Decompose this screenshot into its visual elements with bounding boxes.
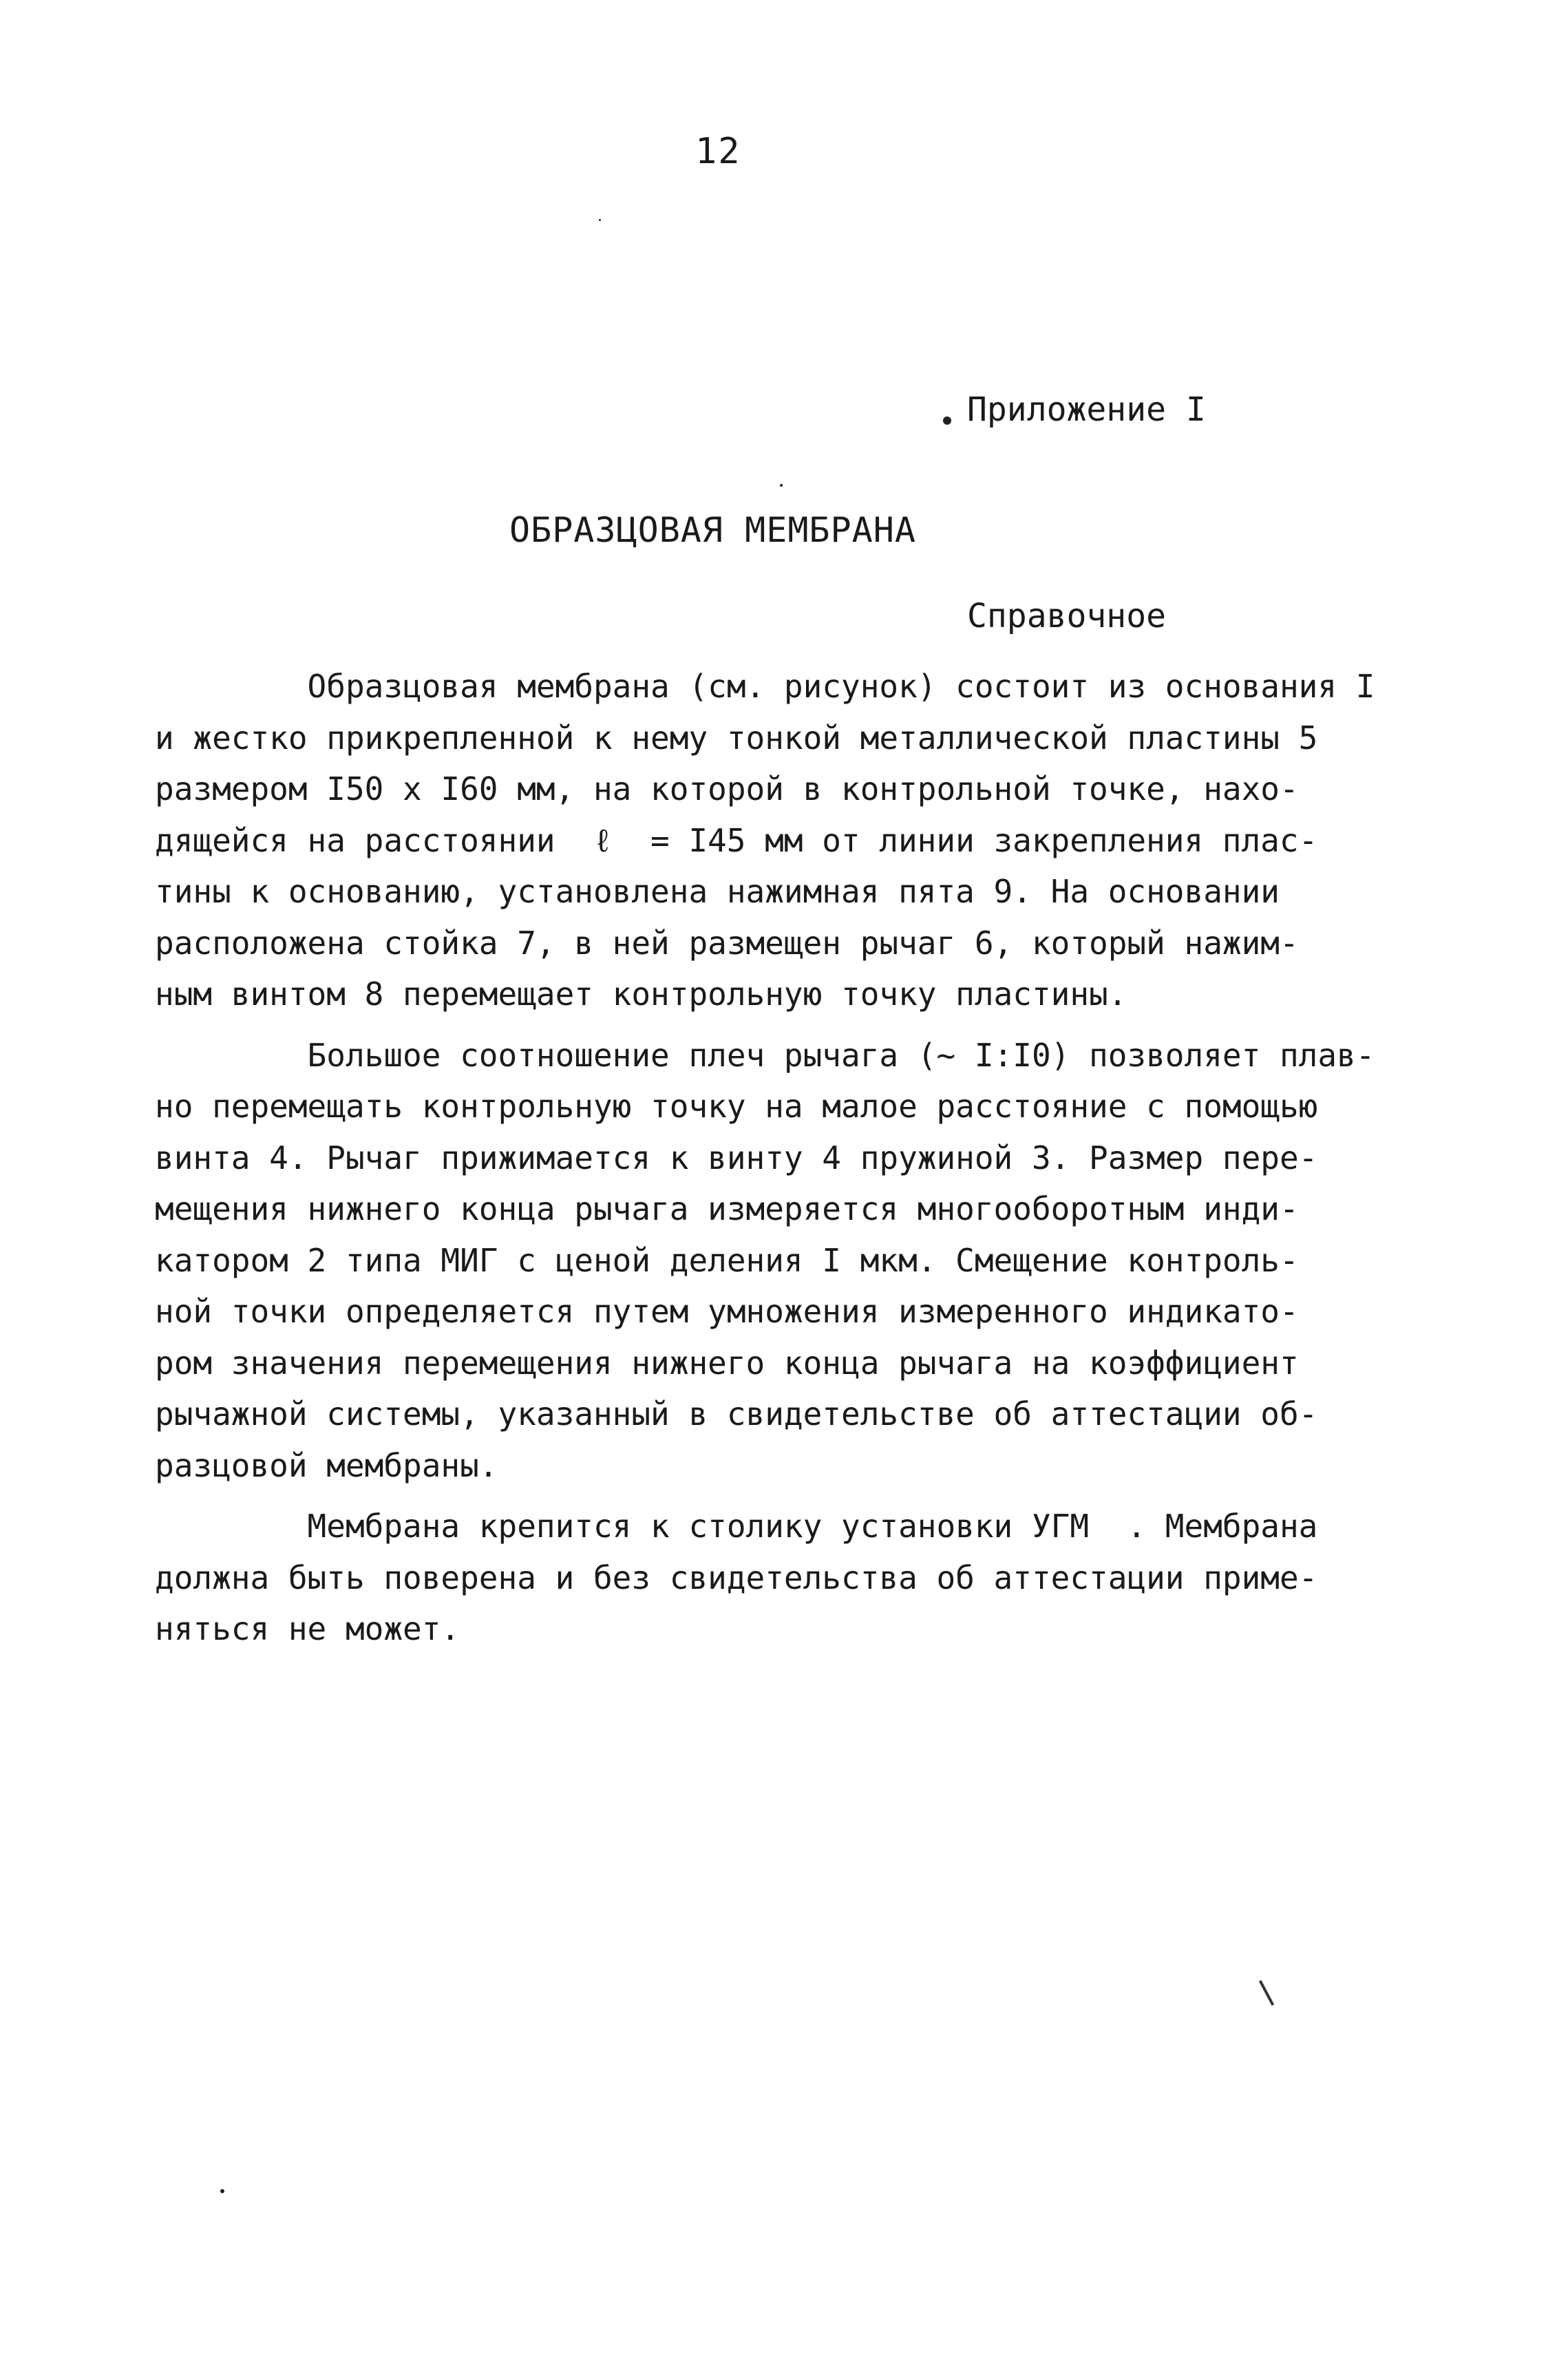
text-line: катором 2 типа МИГ с ценой деления I мкм. Смещение контроль-	[155, 1241, 1299, 1279]
text-line: рычажной системы, указанный в свидетельстве об аттестации об-	[155, 1395, 1318, 1433]
paragraph-2	[155, 1030, 1449, 1492]
text-line: ной точки определяется путем умножения измеренного индикато-	[155, 1293, 1299, 1330]
paragraph-gap	[155, 1020, 1449, 1030]
document-title: ОБРАЗЦОВАЯ МЕМБРАНА	[509, 510, 916, 550]
paragraph-1	[155, 661, 1449, 1020]
scan-speck	[599, 219, 601, 221]
text-line: Мембрана крепится к столику установки УГМ . Мембрана	[155, 1508, 1318, 1545]
text-line: разцовой мембраны.	[155, 1446, 498, 1484]
text-line: ным винтом 8 перемещает контрольную точку пластины.	[155, 975, 1127, 1013]
scan-speck	[780, 484, 783, 487]
page-number: 12	[695, 131, 741, 172]
text-line: мещения нижнего конца рычага измеряется многооборотным инди-	[155, 1190, 1299, 1227]
paragraph-3	[155, 1501, 1449, 1655]
appendix-type: Справочное	[967, 597, 1166, 635]
appendix-label: Приложение I	[967, 390, 1206, 429]
scan-speck	[220, 2189, 224, 2193]
text-line: расположена стойка 7, в ней размещен рычаг 6, который нажим-	[155, 924, 1299, 962]
scan-mark	[1259, 1980, 1274, 2005]
text-line: но перемещать контрольную точку на малое расстояние с помощью	[155, 1088, 1318, 1125]
text-line: тины к основанию, установлена нажимная пята 9. На основании	[155, 873, 1280, 910]
document-body	[155, 661, 1449, 1655]
paragraph-gap	[155, 1491, 1449, 1501]
text-line: размером I50 х I60 мм, на которой в контрольной точке, нахо-	[155, 770, 1299, 807]
text-line: винта 4. Рычаг прижимается к винту 4 пружиной 3. Размер пере-	[155, 1139, 1318, 1176]
text-line: дящейся на расстоянии ℓ = I45 мм от линии закрепления плас-	[155, 821, 1318, 859]
text-line: Большое соотношение плеч рычага (~ I:I0) позволяет плав-	[155, 1036, 1375, 1074]
text-line: ром значения перемещения нижнего конца рычага на коэффициент	[155, 1344, 1299, 1382]
scan-speck	[943, 416, 951, 425]
text-line: должна быть поверена и без свидетельства об аттестации приме-	[155, 1559, 1318, 1596]
text-line: Образцовая мембрана (см. рисунок) состоит из основания I	[155, 668, 1375, 705]
text-line: и жестко прикрепленной к нему тонкой металлической пластины 5	[155, 719, 1318, 757]
text-line: няться не может.	[155, 1610, 460, 1647]
